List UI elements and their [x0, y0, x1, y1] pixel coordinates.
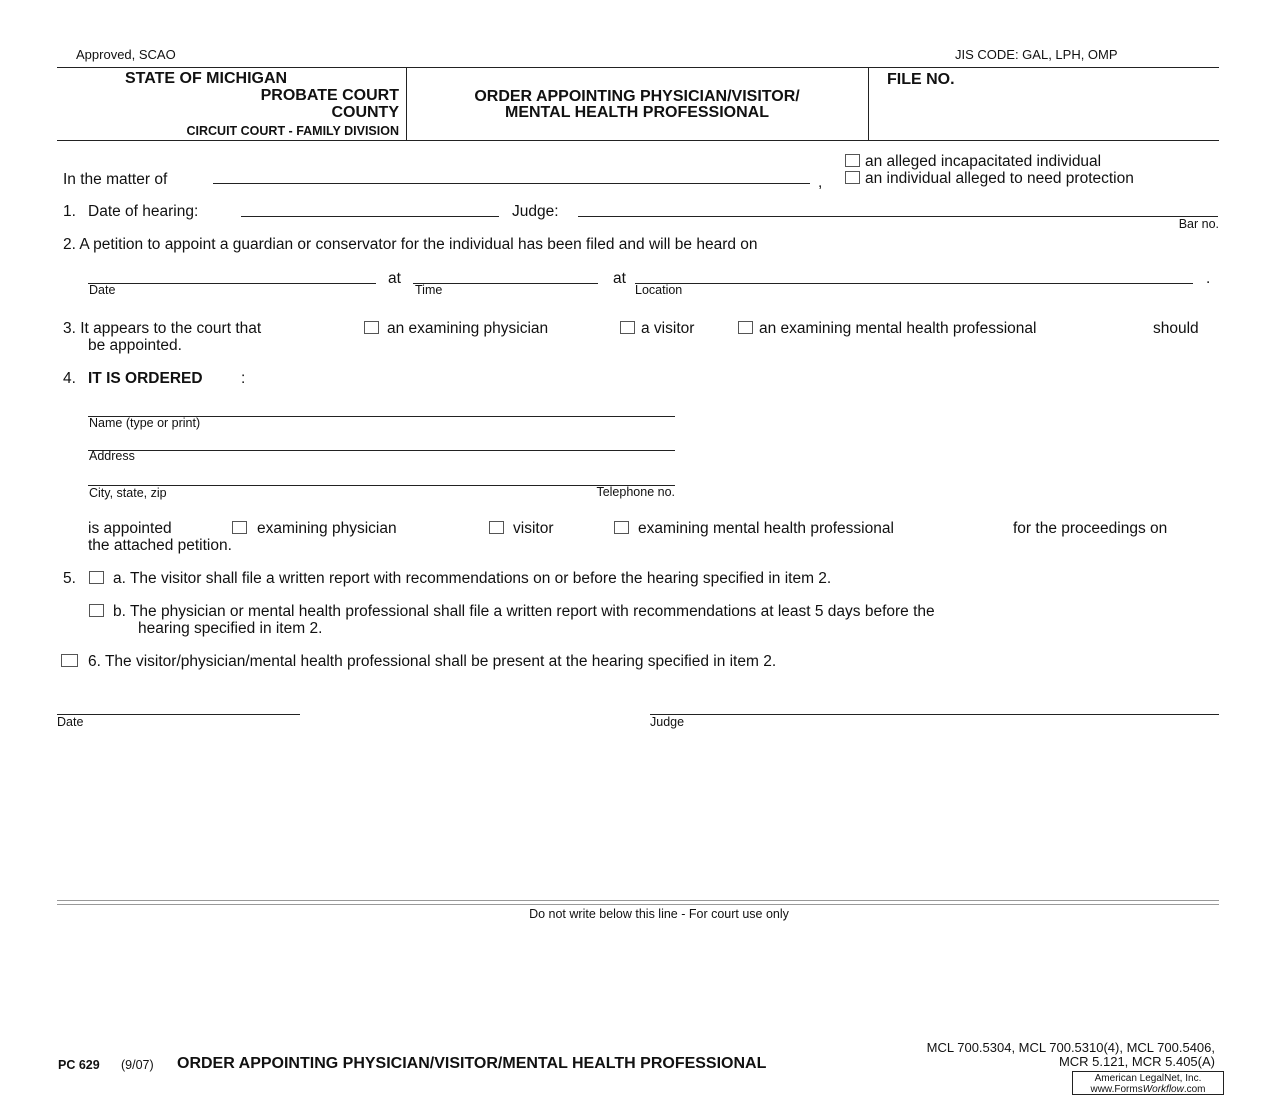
item5a-text: a. The visitor shall file a written report with recommendations on or before the hearing specified in item 2. [113, 570, 832, 587]
form-revision: (9/07) [121, 1058, 154, 1072]
time-caption: Time [415, 283, 443, 297]
matter-label: In the matter of [63, 171, 168, 188]
circuit-court-label: CIRCUIT COURT - FAMILY DIVISION [186, 124, 399, 138]
alleged-incapacitated-label: an alleged incapacitated individual [865, 153, 1102, 170]
bar-no-label: Bar no. [1178, 217, 1219, 231]
petition-date-line[interactable] [88, 283, 376, 284]
county-label: COUNTY [331, 104, 399, 121]
legalnet-url-suffix: .com [1183, 1084, 1206, 1095]
citation-line1: MCL 700.5304, MCL 700.5310(4), MCL 700.5406, [926, 1040, 1215, 1055]
appointed-visitor-checkbox[interactable] [489, 521, 504, 534]
approved-label: Approved, SCAO [76, 47, 176, 62]
judge-signature-caption: Judge [650, 715, 685, 729]
item3-physician-label: an examining physician [387, 320, 549, 337]
state-label: STATE OF MICHIGAN [125, 70, 288, 87]
item4-number: 4. [63, 370, 76, 387]
signature-date-line[interactable] [57, 714, 300, 715]
jis-code: JIS CODE: GAL, LPH, OMP [955, 47, 1118, 62]
appointed-line2: the attached petition. [88, 537, 232, 554]
item1-number: 1. [63, 203, 76, 220]
item2-text: 2. A petition to appoint a guardian or conservator for the individual has been filed and will be heard on [63, 236, 758, 253]
name-caption: Name (type or print) [89, 416, 201, 430]
item2-at2: at [613, 270, 626, 287]
item6-text: 6. The visitor/physician/mental health professional shall be present at the hearing specified in item 2. [88, 653, 777, 670]
appointed-physician-checkbox[interactable] [232, 521, 247, 534]
appointed-physician-label: examining physician [257, 520, 397, 537]
footer-title: ORDER APPOINTING PHYSICIAN/VISITOR/MENTAL HEALTH PROFESSIONAL [177, 1055, 767, 1072]
appointed-visitor-label: visitor [513, 520, 554, 537]
item5a-checkbox[interactable] [89, 571, 104, 584]
item3-lead: 3. It appears to the court that [63, 320, 262, 337]
item3-visitor-checkbox[interactable] [620, 321, 635, 334]
header-top-rule [57, 67, 1219, 68]
item3-should: should [1153, 320, 1199, 337]
legalnet-url [1073, 1084, 1223, 1095]
item3-mhp-checkbox[interactable] [738, 321, 753, 334]
court-use-note: Do not write below this line - For court use only [529, 907, 789, 921]
legalnet-badge[interactable] [1072, 1071, 1224, 1095]
phone-caption: Telephone no. [596, 485, 675, 499]
legalnet-name: American LegalNet, Inc. [1094, 1073, 1202, 1084]
appointed-tail: for the proceedings on [1013, 520, 1168, 537]
appointee-city-line[interactable] [88, 485, 675, 486]
header-bottom-rule [57, 140, 1219, 141]
probate-court-label: PROBATE COURT [260, 87, 399, 104]
location-caption: Location [635, 283, 683, 297]
header-divider-right [868, 67, 869, 140]
appointed-mhp-checkbox[interactable] [614, 521, 629, 534]
court-use-rule-top [57, 900, 1219, 901]
item3-visitor-label: a visitor [641, 320, 695, 337]
hearing-date-line[interactable] [241, 216, 499, 217]
item3-line2: be appointed. [88, 337, 182, 354]
item5b-text-line2: hearing specified in item 2. [138, 620, 323, 637]
appointed-mhp-label: examining mental health professional [638, 520, 894, 537]
hearing-date-label: Date of hearing: [88, 203, 199, 220]
petition-location-line[interactable] [635, 283, 1193, 284]
alleged-incapacitated-checkbox[interactable] [845, 154, 860, 167]
form-title-line2: MENTAL HEALTH PROFESSIONAL [505, 104, 769, 121]
court-use-rule-bottom [57, 904, 1219, 905]
it-is-ordered: IT IS ORDERED [88, 370, 203, 387]
judge-label: Judge: [512, 203, 559, 220]
signature-date-caption: Date [57, 715, 84, 729]
form-number: PC 629 [58, 1058, 100, 1072]
judge-signature-line[interactable] [650, 714, 1219, 715]
item6-checkbox[interactable] [61, 654, 78, 667]
date-caption: Date [89, 283, 116, 297]
matter-comma: , [818, 174, 823, 191]
item5b-checkbox[interactable] [89, 604, 104, 617]
legalnet-url-prefix: www.Forms [1090, 1084, 1143, 1095]
need-protection-checkbox[interactable] [845, 171, 860, 184]
file-no-label: FILE NO. [887, 71, 955, 88]
item2-at1: at [388, 270, 401, 287]
is-appointed-label: is appointed [88, 520, 172, 537]
city-caption: City, state, zip [89, 486, 167, 500]
item5-number: 5. [63, 570, 76, 587]
item5b-text: b. The physician or mental health professional shall file a written report with recommendations at least 5 days before the [113, 603, 935, 620]
item2-period: . [1206, 270, 1211, 287]
item3-physician-checkbox[interactable] [364, 321, 379, 334]
form-title-line1: ORDER APPOINTING PHYSICIAN/VISITOR/ [474, 88, 800, 105]
it-is-ordered-colon: : [241, 370, 246, 387]
need-protection-label: an individual alleged to need protection [865, 170, 1134, 187]
judge-line[interactable] [578, 216, 1218, 217]
address-caption: Address [89, 449, 135, 463]
citation-line2: MCR 5.121, MCR 5.405(A) [1058, 1054, 1215, 1069]
legalnet-url-italic: Workflow [1142, 1084, 1184, 1095]
matter-name-line[interactable] [213, 183, 810, 184]
appointee-address-line[interactable] [88, 450, 675, 451]
item3-mhp-label: an examining mental health professional [759, 320, 1037, 337]
